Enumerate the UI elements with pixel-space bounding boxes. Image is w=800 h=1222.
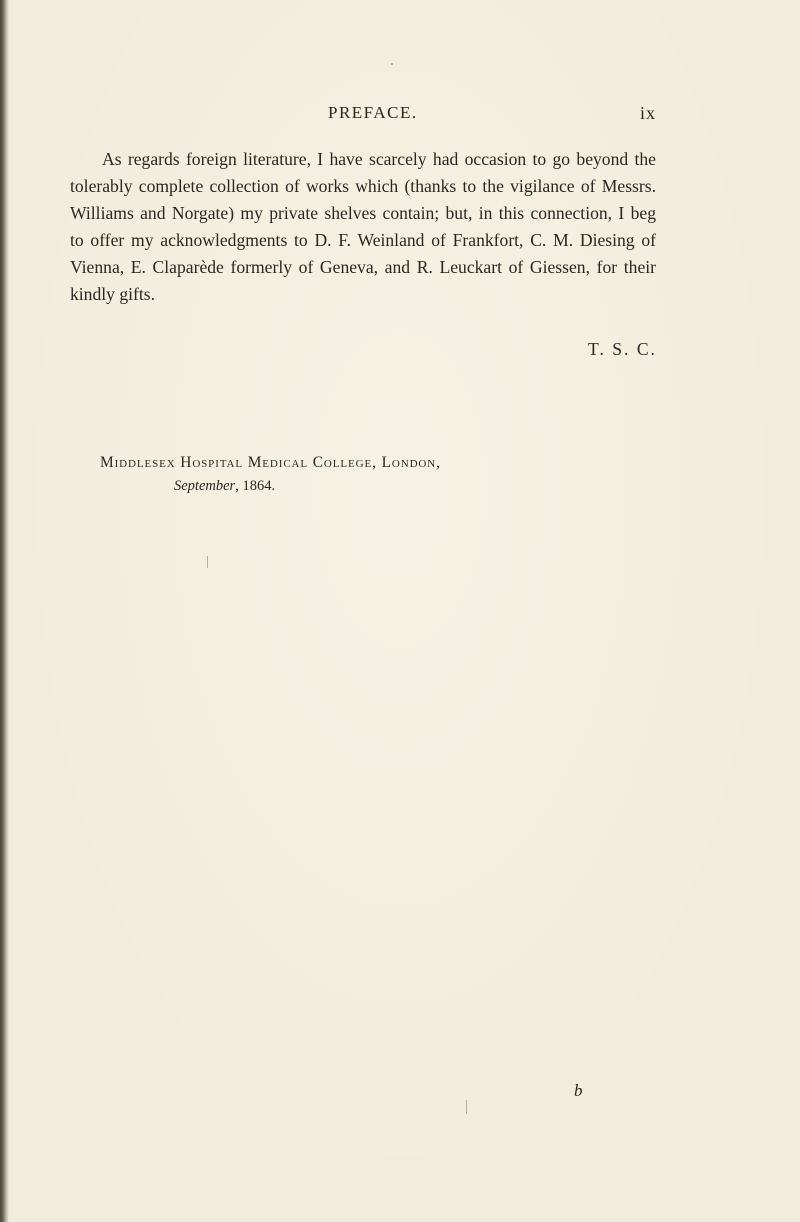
preface-paragraph — [70, 146, 656, 308]
paragraph-line: Vienna, E. Claparède formerly of Geneva, and R. Leuckart of Giessen, for their — [70, 257, 656, 277]
paragraph-line: to offer my acknowledgments to D. F. Weinland of Frankfort, C. M. Diesing of — [70, 230, 656, 250]
running-head — [70, 103, 656, 127]
binding-edge — [0, 0, 9, 1222]
date-month: September — [174, 478, 236, 494]
author-initials: T. S. C. — [588, 339, 657, 359]
paper-speck — [207, 556, 208, 568]
paragraph-line: Williams and Norgate) my private shelves contain; but, in this connection, I beg — [70, 203, 656, 223]
date-year: , 1864. — [235, 478, 276, 494]
address-line: Middlesex Hospital Medical College, London, — [100, 454, 441, 471]
paragraph-line: kindly gifts. — [70, 284, 156, 304]
page-number: ix — [639, 103, 656, 123]
paper-speck — [466, 1100, 467, 1114]
printer-signature-mark: b — [574, 1081, 583, 1100]
running-title: PREFACE. — [328, 103, 418, 122]
paragraph-line: tolerably complete collection of works which (thanks to the vigilance of Messrs. — [70, 176, 656, 196]
date-line — [174, 478, 275, 495]
paper-speck — [391, 63, 393, 65]
paragraph-line: As regards foreign literature, I have scarcely had occasion to go beyond the — [102, 149, 656, 169]
